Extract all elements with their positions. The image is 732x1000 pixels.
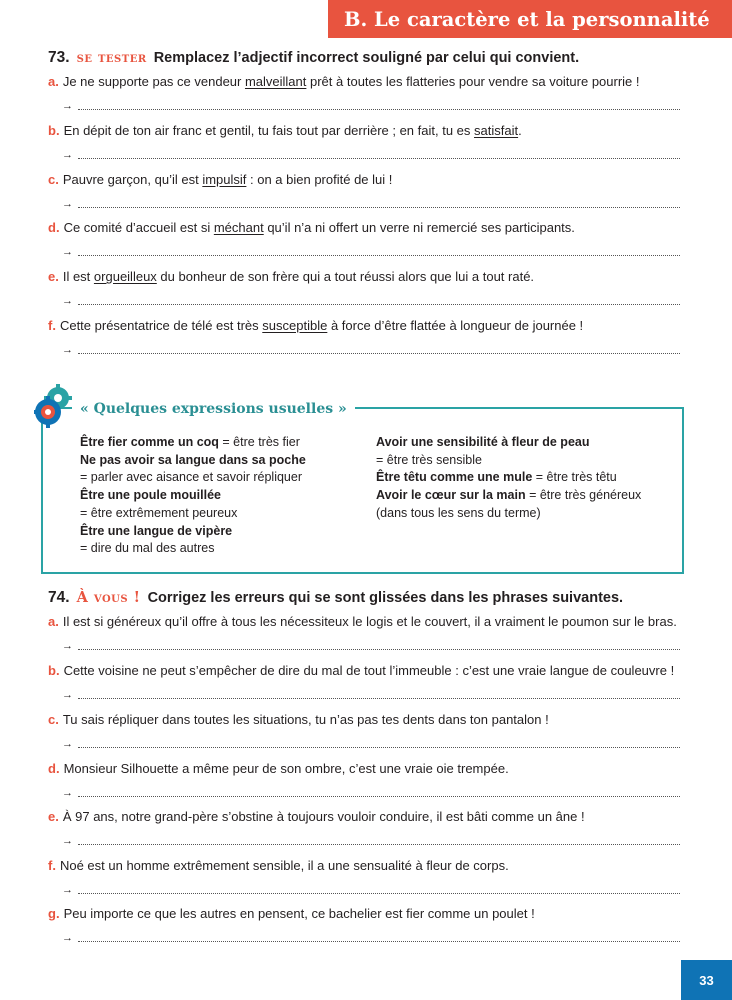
item-letter: d.	[48, 761, 60, 776]
exercise-item	[48, 761, 688, 777]
item-letter: c.	[48, 172, 59, 187]
expression-meaning: = être très têtu	[532, 470, 617, 485]
item-letter: f.	[48, 318, 56, 333]
exercise-item	[48, 172, 688, 188]
answer-line[interactable]	[62, 785, 680, 801]
exercise-item	[48, 809, 688, 825]
expression: Avoir le cœur sur la main	[376, 488, 526, 503]
arrow-icon: →	[62, 932, 73, 944]
underlined-adjective: orgueilleux	[93, 269, 157, 284]
dotted-line	[78, 304, 680, 305]
expression-line	[376, 487, 641, 505]
exercise-tag: À vous !	[76, 589, 141, 606]
answer-line[interactable]	[62, 244, 680, 260]
exercise-instruction: Corrigez les erreurs qui se sont glissées dans les phrases suivantes.	[147, 590, 624, 606]
expression-meaning: = être extrêmement peureux	[80, 505, 238, 520]
dotted-line	[78, 649, 680, 650]
item-text: Monsieur Silhouette a même peur de son ombre, c’est une vraie oie trempée.	[63, 761, 509, 776]
exercise-tag: se tester	[76, 49, 147, 66]
item-text: du bonheur de son frère qui a tout réussi alors que lui a tout raté.	[156, 269, 535, 284]
expression-line	[80, 505, 306, 523]
answer-line[interactable]	[62, 638, 680, 654]
arrow-icon: →	[62, 884, 73, 896]
item-text: à force d’être flattée à longueur de journée !	[327, 318, 584, 333]
arrow-icon: →	[62, 246, 73, 258]
arrow-icon: →	[62, 835, 73, 847]
arrow-icon: →	[62, 198, 73, 210]
underlined-adjective: méchant	[213, 220, 264, 235]
page-number-label: 33	[699, 972, 714, 988]
exercise-73-title	[48, 49, 579, 67]
exercise-item	[48, 269, 688, 285]
expression: Être fier comme un coq	[80, 435, 219, 449]
gears-icon	[34, 384, 74, 428]
answer-line[interactable]	[62, 196, 680, 212]
expression-line	[80, 452, 306, 470]
exercise-item	[48, 858, 688, 874]
expression-meaning: = être très fier	[218, 435, 300, 449]
expression-line	[80, 540, 306, 558]
dotted-line	[78, 698, 680, 699]
arrow-icon: →	[62, 344, 73, 356]
expression: Avoir une sensibilité à fleur de peau	[376, 435, 590, 449]
expression: Être une langue de vipère	[80, 523, 233, 538]
item-text: Noé est un homme extrêmement sensible, il a une sensualité à fleur de corps.	[59, 858, 509, 873]
underlined-adjective: impulsif	[202, 172, 247, 187]
item-text: Je ne supporte pas ce vendeur	[62, 74, 245, 89]
answer-line[interactable]	[62, 882, 680, 898]
answer-line[interactable]	[62, 293, 680, 309]
answer-line[interactable]	[62, 687, 680, 703]
item-text: Cette présentatrice de télé est très	[59, 318, 263, 333]
expression-line	[376, 505, 641, 523]
item-letter: b.	[48, 123, 60, 138]
arrow-icon: →	[62, 100, 73, 112]
expression-meaning: (dans tous les sens du terme)	[376, 505, 541, 520]
arrow-icon: →	[62, 787, 73, 799]
dotted-line	[78, 255, 680, 256]
arrow-icon: →	[62, 149, 73, 161]
underlined-adjective: malveillant	[244, 74, 307, 89]
item-letter: b.	[48, 663, 60, 678]
item-text: Pauvre garçon, qu’il est	[62, 172, 203, 187]
expression-line	[80, 523, 306, 541]
exercise-number: 73.	[48, 49, 70, 66]
exercise-number: 74.	[48, 589, 70, 606]
item-letter: a.	[48, 74, 59, 89]
expressions-right-column	[376, 434, 641, 523]
dotted-line	[78, 158, 680, 159]
answer-line[interactable]	[62, 147, 680, 163]
expression-line	[80, 487, 306, 505]
underlined-adjective: satisfait	[474, 123, 519, 138]
underlined-adjective: susceptible	[262, 318, 328, 333]
item-text: Ce comité d’accueil est si	[63, 220, 214, 235]
item-text: Peu importe ce que les autres en pensent, ce bachelier est fier comme un poulet !	[63, 906, 535, 921]
answer-line[interactable]	[62, 930, 680, 946]
item-text: Il est	[62, 269, 94, 284]
expression: Ne pas avoir sa langue dans sa poche	[80, 452, 306, 467]
answer-line[interactable]	[62, 833, 680, 849]
item-letter: e.	[48, 809, 59, 824]
item-letter: a.	[48, 614, 59, 629]
page-number	[681, 960, 732, 1000]
expressions-title: « Quelques expressions usuelles »	[72, 399, 355, 419]
exercise-item	[48, 906, 688, 922]
expression-line	[376, 452, 641, 470]
item-letter: f.	[48, 858, 56, 873]
answer-line[interactable]	[62, 342, 680, 358]
dotted-line	[78, 893, 680, 894]
exercise-item	[48, 74, 688, 90]
dotted-line	[78, 796, 680, 797]
exercise-item	[48, 614, 688, 630]
item-letter: d.	[48, 220, 60, 235]
item-letter: e.	[48, 269, 59, 284]
expression: Être têtu comme une mule	[376, 470, 533, 485]
item-text: : on a bien profité de lui !	[246, 172, 393, 187]
expression-line	[376, 434, 641, 452]
item-text: En dépit de ton air franc et gentil, tu fais tout par derrière ; en fait, tu es	[63, 123, 475, 138]
item-text: .	[518, 123, 522, 138]
dotted-line	[78, 747, 680, 748]
exercise-item	[48, 123, 688, 139]
item-text: prêt à toutes les flatteries pour vendre sa voiture pourrie !	[306, 74, 640, 89]
dotted-line	[78, 844, 680, 845]
answer-line[interactable]	[62, 736, 680, 752]
expression-meaning: = être très généreux	[525, 488, 642, 503]
exercise-instruction: Remplacez l’adjectif incorrect souligné par celui qui convient.	[153, 50, 580, 66]
item-text: À 97 ans, notre grand-père s’obstine à toujours vouloir conduire, il est bâti comme un âne !	[62, 809, 585, 824]
answer-line[interactable]	[62, 98, 680, 114]
expressions-left-column	[80, 434, 306, 558]
expression: Être une poule mouillée	[80, 488, 221, 503]
item-text: Cette voisine ne peut s’empêcher de dire du mal de tout l’immeuble : c’est une vraie langue de couleuvre !	[63, 663, 675, 678]
dotted-line	[78, 207, 680, 208]
expression-meaning: = dire du mal des autres	[80, 541, 215, 556]
exercise-item	[48, 220, 688, 236]
expression-line	[80, 434, 306, 452]
item-letter: c.	[48, 712, 59, 727]
arrow-icon: →	[62, 295, 73, 307]
arrow-icon: →	[62, 738, 73, 750]
item-letter: g.	[48, 906, 60, 921]
expression-line	[376, 469, 641, 487]
item-text: qu’il n’a ni offert un verre ni remercié ses participants.	[263, 220, 575, 235]
arrow-icon: →	[62, 640, 73, 652]
section-title: B. Le caractère et la personnalité	[344, 7, 710, 31]
exercise-74-title	[48, 589, 623, 607]
item-text: Tu sais répliquer dans toutes les situations, tu n’as pas tes dents dans ton pantalon !	[62, 712, 549, 727]
item-text: Il est si généreux qu’il offre à tous les nécessiteux le logis et le couvert, il a vraiment le poumon sur le bras.	[62, 614, 677, 629]
exercise-item	[48, 663, 688, 679]
dotted-line	[78, 353, 680, 354]
arrow-icon: →	[62, 689, 73, 701]
dotted-line	[78, 941, 680, 942]
expression-meaning: = parler avec aisance et savoir répliquer	[80, 470, 302, 485]
exercise-item	[48, 318, 688, 334]
expression-line	[80, 469, 306, 487]
section-header	[328, 0, 732, 38]
exercise-item	[48, 712, 688, 728]
dotted-line	[78, 109, 680, 110]
expression-meaning: = être très sensible	[376, 452, 482, 467]
